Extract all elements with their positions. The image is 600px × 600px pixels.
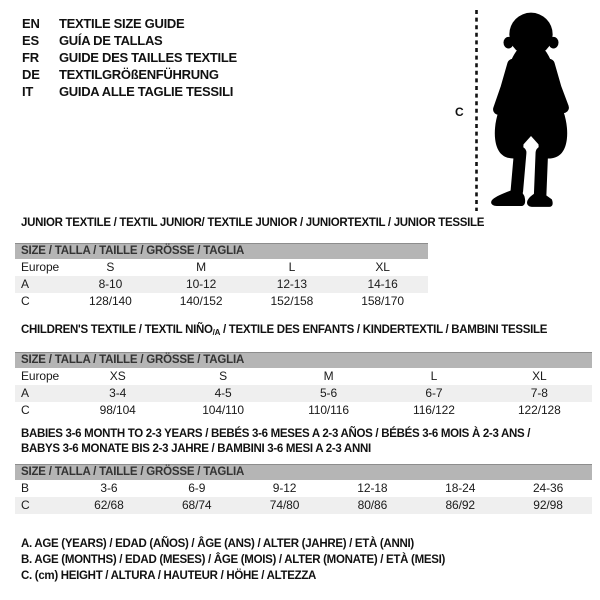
height-cell: 122/128 <box>517 403 561 417</box>
height-figure <box>455 8 580 218</box>
row-label: Europe <box>21 369 60 383</box>
age-cell: 10-12 <box>186 277 217 291</box>
language-row-de <box>22 66 237 83</box>
size-cell: M <box>323 369 334 383</box>
age-cell: 8-10 <box>98 277 123 291</box>
table-title: JUNIOR TEXTILE / TEXTIL JUNIOR/ TEXTILE JUNIOR / JUNIORTEXTIL / JUNIOR TESSILE <box>21 217 485 229</box>
language-code: ES <box>22 33 39 48</box>
legend-note-b: B. AGE (MONTHS) / EDAD (MESES) / ÂGE (MOIS) / ALTER (MONATE) / ETÀ (MESI) <box>21 554 446 566</box>
age-cell: 4-5 <box>214 386 232 400</box>
age-cell: 7-8 <box>530 386 548 400</box>
table-title-line2: BABYS 3-6 MONATE BIS 2-3 JAHRE / BAMBINI 3-6 MESI A 2-3 ANNI <box>21 443 371 455</box>
height-cell: 140/152 <box>179 294 223 308</box>
size-cell: S <box>106 260 115 274</box>
title-subscript: /A <box>212 328 221 337</box>
language-row-es <box>22 32 237 49</box>
table-row-age <box>15 385 592 402</box>
language-row-fr <box>22 49 237 66</box>
row-label: C <box>21 403 30 417</box>
language-title: TEXTILE SIZE GUIDE <box>59 16 185 31</box>
size-header-bar: SIZE / TALLA / TAILLE / GRÖSSE / TAGLIA <box>15 243 428 259</box>
row-label: A <box>21 277 29 291</box>
size-header-bar: SIZE / TALLA / TAILLE / GRÖSSE / TAGLIA <box>15 464 592 480</box>
size-header-bar: SIZE / TALLA / TAILLE / GRÖSSE / TAGLIA <box>15 352 592 368</box>
height-cell: 74/80 <box>269 498 300 512</box>
row-label: A <box>21 386 29 400</box>
language-title: GUIDA ALLE TAGLIE TESSILI <box>59 84 234 99</box>
height-cell: 152/158 <box>270 294 314 308</box>
height-cell: 68/74 <box>181 498 212 512</box>
height-cell: 62/68 <box>94 498 124 512</box>
age-cell: 12-18 <box>357 481 388 495</box>
height-cell: 98/104 <box>99 403 136 417</box>
size-cell: XS <box>109 369 126 383</box>
table-row-height <box>15 402 592 419</box>
legend-notes <box>21 536 445 584</box>
height-cell: 116/122 <box>413 403 455 417</box>
age-cell: 3-4 <box>109 386 127 400</box>
size-cell: XL <box>532 369 547 383</box>
height-cell: 158/170 <box>361 294 404 308</box>
row-label: Europe <box>21 260 60 274</box>
title-part: CHILDREN'S TEXTILE / TEXTIL NIÑO <box>21 324 213 336</box>
age-cell: 3-6 <box>100 481 118 495</box>
table-row-age <box>15 276 428 293</box>
table-title <box>21 323 592 340</box>
language-title: GUIDE DES TAILLES TEXTILE <box>59 50 237 65</box>
row-label: B <box>21 481 29 495</box>
language-row-en <box>22 15 237 32</box>
baby-silhouette <box>488 11 574 211</box>
size-cell: XL <box>375 260 390 274</box>
age-cell: 14-16 <box>367 277 398 291</box>
size-cell: L <box>430 369 438 383</box>
table-row-height <box>15 497 592 514</box>
height-cell: 92/98 <box>533 498 563 512</box>
age-cell: 6-9 <box>188 481 206 495</box>
language-code: DE <box>22 67 40 82</box>
height-measure-dashed-line <box>474 10 479 211</box>
language-code: EN <box>22 16 40 31</box>
size-cell: M <box>196 260 207 274</box>
size-cell: L <box>288 260 296 274</box>
row-label: C <box>21 498 30 512</box>
legend-note-c: C. (cm) HEIGHT / ALTURA / HAUTEUR / HÖHE / ALTEZZA <box>21 570 317 582</box>
table-row-europe <box>15 368 592 385</box>
junior-textile-table <box>15 216 485 310</box>
height-label-c: C <box>455 105 464 119</box>
language-list <box>22 15 237 100</box>
age-cell: 18-24 <box>445 481 476 495</box>
height-cell: 110/116 <box>308 403 349 417</box>
size-cell: S <box>219 369 228 383</box>
language-code: FR <box>22 50 39 65</box>
row-label: C <box>21 294 30 308</box>
age-cell: 24-36 <box>532 481 564 495</box>
table-title-line1: BABIES 3-6 MONTH TO 2-3 YEARS / BEBÉS 3-6 MESES A 2-3 AÑOS / BÉBÉS 3-6 MOIS À 2-3 ANS / <box>21 428 531 440</box>
age-cell: 12-13 <box>276 277 307 291</box>
height-cell: 104/110 <box>202 403 244 417</box>
table-row-age-months <box>15 480 592 497</box>
table-row-height <box>15 293 428 310</box>
height-cell: 86/92 <box>445 498 475 512</box>
age-cell: 5-6 <box>319 386 338 400</box>
table-row-europe <box>15 259 428 276</box>
height-cell: 80/86 <box>357 498 388 512</box>
language-code: IT <box>22 84 34 99</box>
legend-note-a: A. AGE (YEARS) / EDAD (AÑOS) / ÂGE (ANS) / ALTER (JAHRE) / ETÀ (ANNI) <box>21 538 414 550</box>
title-part: / TEXTILE DES ENFANTS / KINDERTEXTIL / BAMBINI TESSILE <box>220 324 548 336</box>
language-title: TEXTILGRÖßENFÜHRUNG <box>59 67 219 82</box>
babies-textile-table <box>15 427 592 514</box>
age-cell: 6-7 <box>425 386 443 400</box>
language-row-it <box>22 83 237 100</box>
age-cell: 9-12 <box>272 481 297 495</box>
height-cell: 128/140 <box>89 294 132 308</box>
language-title: GUÍA DE TALLAS <box>59 33 163 48</box>
childrens-textile-table <box>15 323 592 419</box>
